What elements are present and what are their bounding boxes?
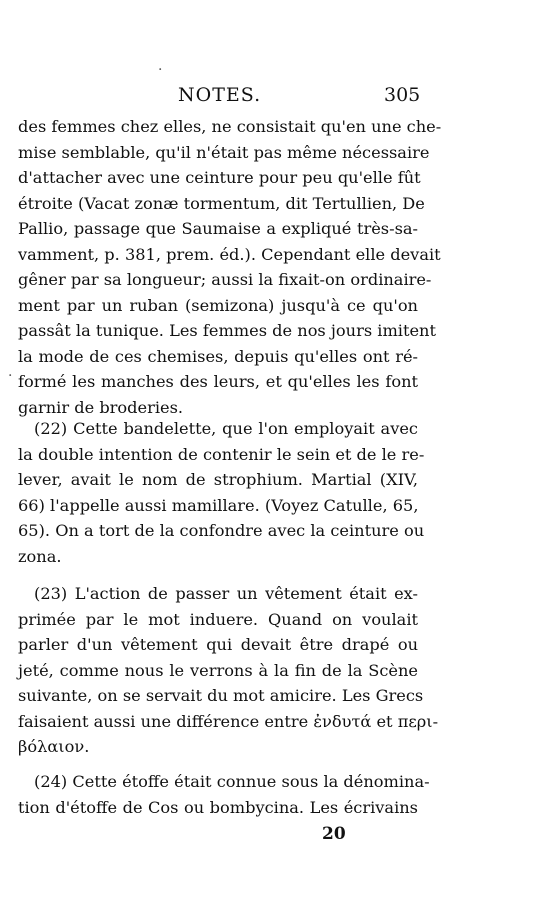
text-line: parler d'un vêtement qui devait être drapé ou: [18, 635, 418, 654]
text-line: βόλαιον.: [18, 737, 90, 756]
text-line: primée par le mot induere. Quand on voulait: [18, 609, 418, 629]
text-line: passât la tunique. Les femmes de nos jours imitent: [18, 321, 436, 340]
running-head: [18, 84, 421, 108]
text-line: tion d'étoffe de Cos ou bombycina. Les écrivains: [18, 797, 418, 817]
note-24: [18, 769, 430, 820]
text-line: zona.: [18, 546, 62, 566]
text-line: lever, avait le nom de strophium. Martial (XIV,: [18, 470, 418, 489]
running-head-title: NOTES.: [178, 84, 262, 106]
text-line: 65). On a tort de la confondre avec la ceinture ou: [18, 521, 425, 540]
text-line: des femmes chez elles, ne consistait qu'en une che-: [18, 117, 442, 136]
text-line: (23) L'action de passer un vêtement était ex-: [34, 584, 418, 603]
text-line: la double intention de contenir le sein et de le re-: [18, 444, 425, 464]
print-speck: ·: [158, 62, 163, 78]
text-line: 66) l'appelle aussi mamillare. (Voyez Catulle, 65,: [18, 495, 419, 515]
text-line: d'attacher avec une ceinture pour peu qu'elle fût: [18, 168, 421, 187]
text-line: faisaient aussi une différence entre ἐνδυτά et περι-: [18, 711, 439, 731]
text-line: Pallio, passage que Saumaise a expliqué très-sa-: [18, 219, 418, 238]
text-line: formé les manches des leurs, et qu'elles les font: [18, 372, 418, 391]
text-line: (24) Cette étoffe était connue sous la dénomina-: [34, 772, 430, 791]
note-22: [18, 416, 425, 569]
page-number: 305: [384, 84, 421, 106]
paragraph-continued: [18, 114, 442, 420]
note-23: [18, 581, 439, 760]
text-line: gêner par sa longueur; aussi la fixait-on ordinaire-: [18, 270, 432, 289]
print-speck: ·: [8, 368, 13, 384]
text-line: étroite (Vacat zonæ tormentum, dit Tertullien, De: [18, 193, 425, 213]
text-line: garnir de broderies.: [18, 397, 184, 417]
text-line: mise semblable, qu'il n'était pas même nécessaire: [18, 142, 430, 162]
text-line: la mode de ces chemises, depuis qu'elles ont ré-: [18, 346, 418, 366]
text-line: (22) Cette bandelette, que l'on employait avec: [34, 419, 418, 438]
text-line: ment par un ruban (semizona) jusqu'à ce qu'on: [18, 295, 418, 315]
text-line: vamment, p. 381, prem. éd.). Cependant elle devait: [18, 244, 441, 264]
text-line: suivante, on se servait du mot amicire. Les Grecs: [18, 686, 424, 705]
text-line: jeté, comme nous le verrons à la fin de la Scène: [18, 660, 418, 680]
signature-mark: 20: [322, 824, 346, 844]
